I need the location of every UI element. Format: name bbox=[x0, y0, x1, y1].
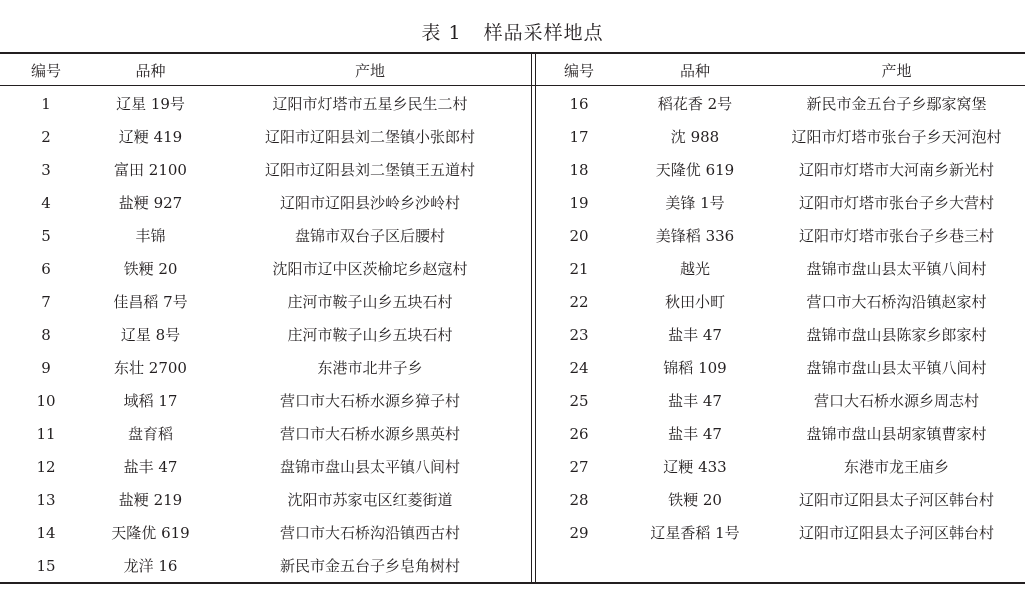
bottom-rule bbox=[0, 582, 1025, 584]
cell-origin: 庄河市鞍子山乡五块石村 bbox=[287, 326, 453, 344]
cell-variety: 盐粳 219 bbox=[118, 491, 183, 509]
table-caption bbox=[0, 18, 1025, 45]
table-row bbox=[536, 87, 1025, 120]
cell-variety: 铁粳 20 bbox=[123, 260, 178, 278]
cell-variety: 盐丰 47 bbox=[668, 425, 722, 443]
cell-variety: 丰锦 bbox=[135, 227, 166, 245]
cell-no: 7 bbox=[41, 292, 51, 311]
table-row bbox=[536, 153, 1025, 186]
cell-origin: 盘锦市盘山县太平镇八间村 bbox=[806, 359, 987, 377]
cell-no: 1 bbox=[41, 94, 51, 113]
table-row bbox=[536, 252, 1025, 285]
cell-variety: 稻花香 2号 bbox=[657, 95, 733, 113]
table-row bbox=[0, 219, 531, 252]
table-row bbox=[0, 252, 531, 285]
cell-no: 8 bbox=[41, 325, 51, 344]
table-row bbox=[0, 153, 531, 186]
cell-origin: 辽阳市辽阳县刘二堡镇王五道村 bbox=[264, 161, 475, 179]
table-row bbox=[536, 450, 1025, 483]
cell-no: 26 bbox=[569, 424, 589, 443]
cell-no: 19 bbox=[569, 193, 589, 212]
table-row bbox=[536, 318, 1025, 351]
cell-no: 3 bbox=[41, 160, 51, 179]
cell-origin: 辽阳市辽阳县沙岭乡沙岭村 bbox=[279, 194, 460, 212]
table-row bbox=[0, 87, 531, 120]
header-row bbox=[536, 54, 1025, 87]
cell-no: 27 bbox=[569, 457, 589, 476]
table-row bbox=[0, 450, 531, 483]
cell-origin: 盘锦市双台子区后腰村 bbox=[294, 227, 445, 245]
cell-origin: 营口市大石桥水源乡黑英村 bbox=[279, 425, 460, 443]
cell-variety: 东壮 2700 bbox=[114, 359, 187, 377]
cell-origin: 东港市北井子乡 bbox=[317, 359, 423, 377]
cell-origin: 辽阳市辽阳县太子河区韩台村 bbox=[798, 524, 994, 542]
cell-variety: 盘育稻 bbox=[127, 425, 173, 443]
cell-no: 16 bbox=[569, 94, 589, 113]
cell-no: 10 bbox=[36, 391, 56, 410]
table-row bbox=[0, 186, 531, 219]
cell-origin: 新民市金五台子乡皂角树村 bbox=[279, 557, 460, 575]
table-row bbox=[536, 483, 1025, 516]
cell-origin: 盘锦市盘山县太平镇八间村 bbox=[806, 260, 987, 278]
header-row bbox=[0, 54, 531, 87]
cell-origin: 沈阳市辽中区茨榆坨乡赵寇村 bbox=[272, 260, 468, 278]
cell-variety: 域稻 17 bbox=[123, 392, 178, 410]
table-row bbox=[0, 120, 531, 153]
table-row bbox=[536, 516, 1025, 549]
cell-origin: 沈阳市苏家屯区红菱街道 bbox=[287, 491, 453, 509]
cell-variety: 辽星 19号 bbox=[116, 95, 185, 113]
table-row bbox=[0, 549, 531, 582]
table-number: 表 1 bbox=[421, 22, 462, 44]
cell-variety: 富田 2100 bbox=[114, 161, 187, 179]
cell-origin: 辽阳市辽阳县太子河区韩台村 bbox=[798, 491, 994, 509]
cell-no: 12 bbox=[36, 457, 56, 476]
table-row bbox=[536, 351, 1025, 384]
cell-variety: 天隆优 619 bbox=[111, 524, 190, 542]
cell-no: 5 bbox=[41, 226, 51, 245]
cell-origin: 辽阳市灯塔市大河南乡新光村 bbox=[798, 161, 994, 179]
header-origin: 产地 bbox=[354, 62, 385, 80]
cell-origin: 营口大石桥水源乡周志村 bbox=[813, 392, 979, 410]
cell-no: 29 bbox=[569, 523, 589, 542]
cell-no: 13 bbox=[36, 490, 56, 509]
cell-no: 25 bbox=[569, 391, 589, 410]
cell-variety: 辽粳 419 bbox=[118, 128, 183, 146]
cell-origin: 盘锦市盘山县胡家镇曹家村 bbox=[806, 425, 987, 443]
cell-variety: 盐丰 47 bbox=[668, 326, 722, 344]
cell-origin: 庄河市鞍子山乡五块石村 bbox=[287, 293, 453, 311]
cell-variety: 辽粳 433 bbox=[663, 458, 727, 476]
header-variety: 品种 bbox=[679, 62, 710, 80]
cell-variety: 铁粳 20 bbox=[668, 491, 722, 509]
table-row bbox=[536, 285, 1025, 318]
cell-no: 15 bbox=[36, 556, 56, 575]
cell-variety: 佳昌稻 7号 bbox=[113, 293, 188, 311]
table-row bbox=[536, 417, 1025, 450]
cell-no: 4 bbox=[41, 193, 51, 212]
table-row bbox=[0, 417, 531, 450]
cell-no: 14 bbox=[36, 523, 56, 542]
cell-variety: 美锋稻 336 bbox=[655, 227, 735, 245]
table-row bbox=[536, 186, 1025, 219]
cell-origin: 盘锦市盘山县陈家乡郎家村 bbox=[806, 326, 987, 344]
cell-origin: 辽阳市辽阳县刘二堡镇小张郎村 bbox=[264, 128, 475, 146]
cell-variety: 盐丰 47 bbox=[668, 392, 722, 410]
cell-origin: 营口市大石桥沟沿镇西古村 bbox=[279, 524, 460, 542]
cell-origin: 盘锦市盘山县太平镇八间村 bbox=[279, 458, 460, 476]
table-row bbox=[0, 516, 531, 549]
cell-origin: 辽阳市灯塔市五星乡民生二村 bbox=[272, 95, 468, 113]
cell-variety: 越光 bbox=[679, 260, 710, 278]
cell-origin: 东港市龙王庙乡 bbox=[843, 458, 949, 476]
cell-no: 20 bbox=[569, 226, 589, 245]
cell-variety: 天隆优 619 bbox=[655, 161, 735, 179]
cell-variety: 盐粳 927 bbox=[118, 194, 183, 212]
cell-variety: 锦稻 109 bbox=[663, 359, 727, 377]
cell-no: 18 bbox=[569, 160, 589, 179]
cell-variety: 美锋 1号 bbox=[665, 194, 725, 212]
table-row bbox=[0, 318, 531, 351]
header-origin: 产地 bbox=[881, 62, 912, 80]
cell-origin: 新民市金五台子乡鄢家窝堡 bbox=[806, 95, 987, 113]
cell-no: 11 bbox=[36, 424, 56, 443]
table-row bbox=[536, 384, 1025, 417]
cell-origin: 辽阳市灯塔市张台子乡天河泡村 bbox=[791, 128, 1002, 146]
table-row bbox=[536, 120, 1025, 153]
table-row bbox=[0, 285, 531, 318]
cell-no: 6 bbox=[41, 259, 51, 278]
cell-no: 17 bbox=[569, 127, 589, 146]
table-title: 样品采样地点 bbox=[483, 22, 604, 44]
cell-origin: 营口市大石桥沟沿镇赵家村 bbox=[806, 293, 987, 311]
cell-variety: 盐丰 47 bbox=[123, 458, 178, 476]
cell-variety: 辽星香稻 1号 bbox=[650, 524, 740, 542]
cell-variety: 辽星 8号 bbox=[120, 326, 181, 344]
table-row bbox=[0, 483, 531, 516]
table-row bbox=[0, 351, 531, 384]
cell-no: 9 bbox=[41, 358, 51, 377]
cell-origin: 营口市大石桥水源乡獐子村 bbox=[279, 392, 460, 410]
cell-no: 28 bbox=[569, 490, 589, 509]
cell-variety: 沈 988 bbox=[670, 128, 720, 146]
cell-no: 24 bbox=[569, 358, 589, 377]
header-no: 编号 bbox=[30, 62, 61, 80]
cell-no: 23 bbox=[569, 325, 589, 344]
cell-variety: 龙洋 16 bbox=[123, 557, 178, 575]
header-variety: 品种 bbox=[135, 62, 166, 80]
cell-origin: 辽阳市灯塔市张台子乡大营村 bbox=[798, 194, 994, 212]
cell-no: 21 bbox=[569, 259, 589, 278]
table-row bbox=[536, 219, 1025, 252]
cell-origin: 辽阳市灯塔市张台子乡巷三村 bbox=[798, 227, 994, 245]
table-row bbox=[0, 384, 531, 417]
cell-variety: 秋田小町 bbox=[664, 293, 725, 311]
cell-no: 22 bbox=[569, 292, 589, 311]
header-no: 编号 bbox=[563, 62, 594, 80]
cell-no: 2 bbox=[41, 127, 51, 146]
